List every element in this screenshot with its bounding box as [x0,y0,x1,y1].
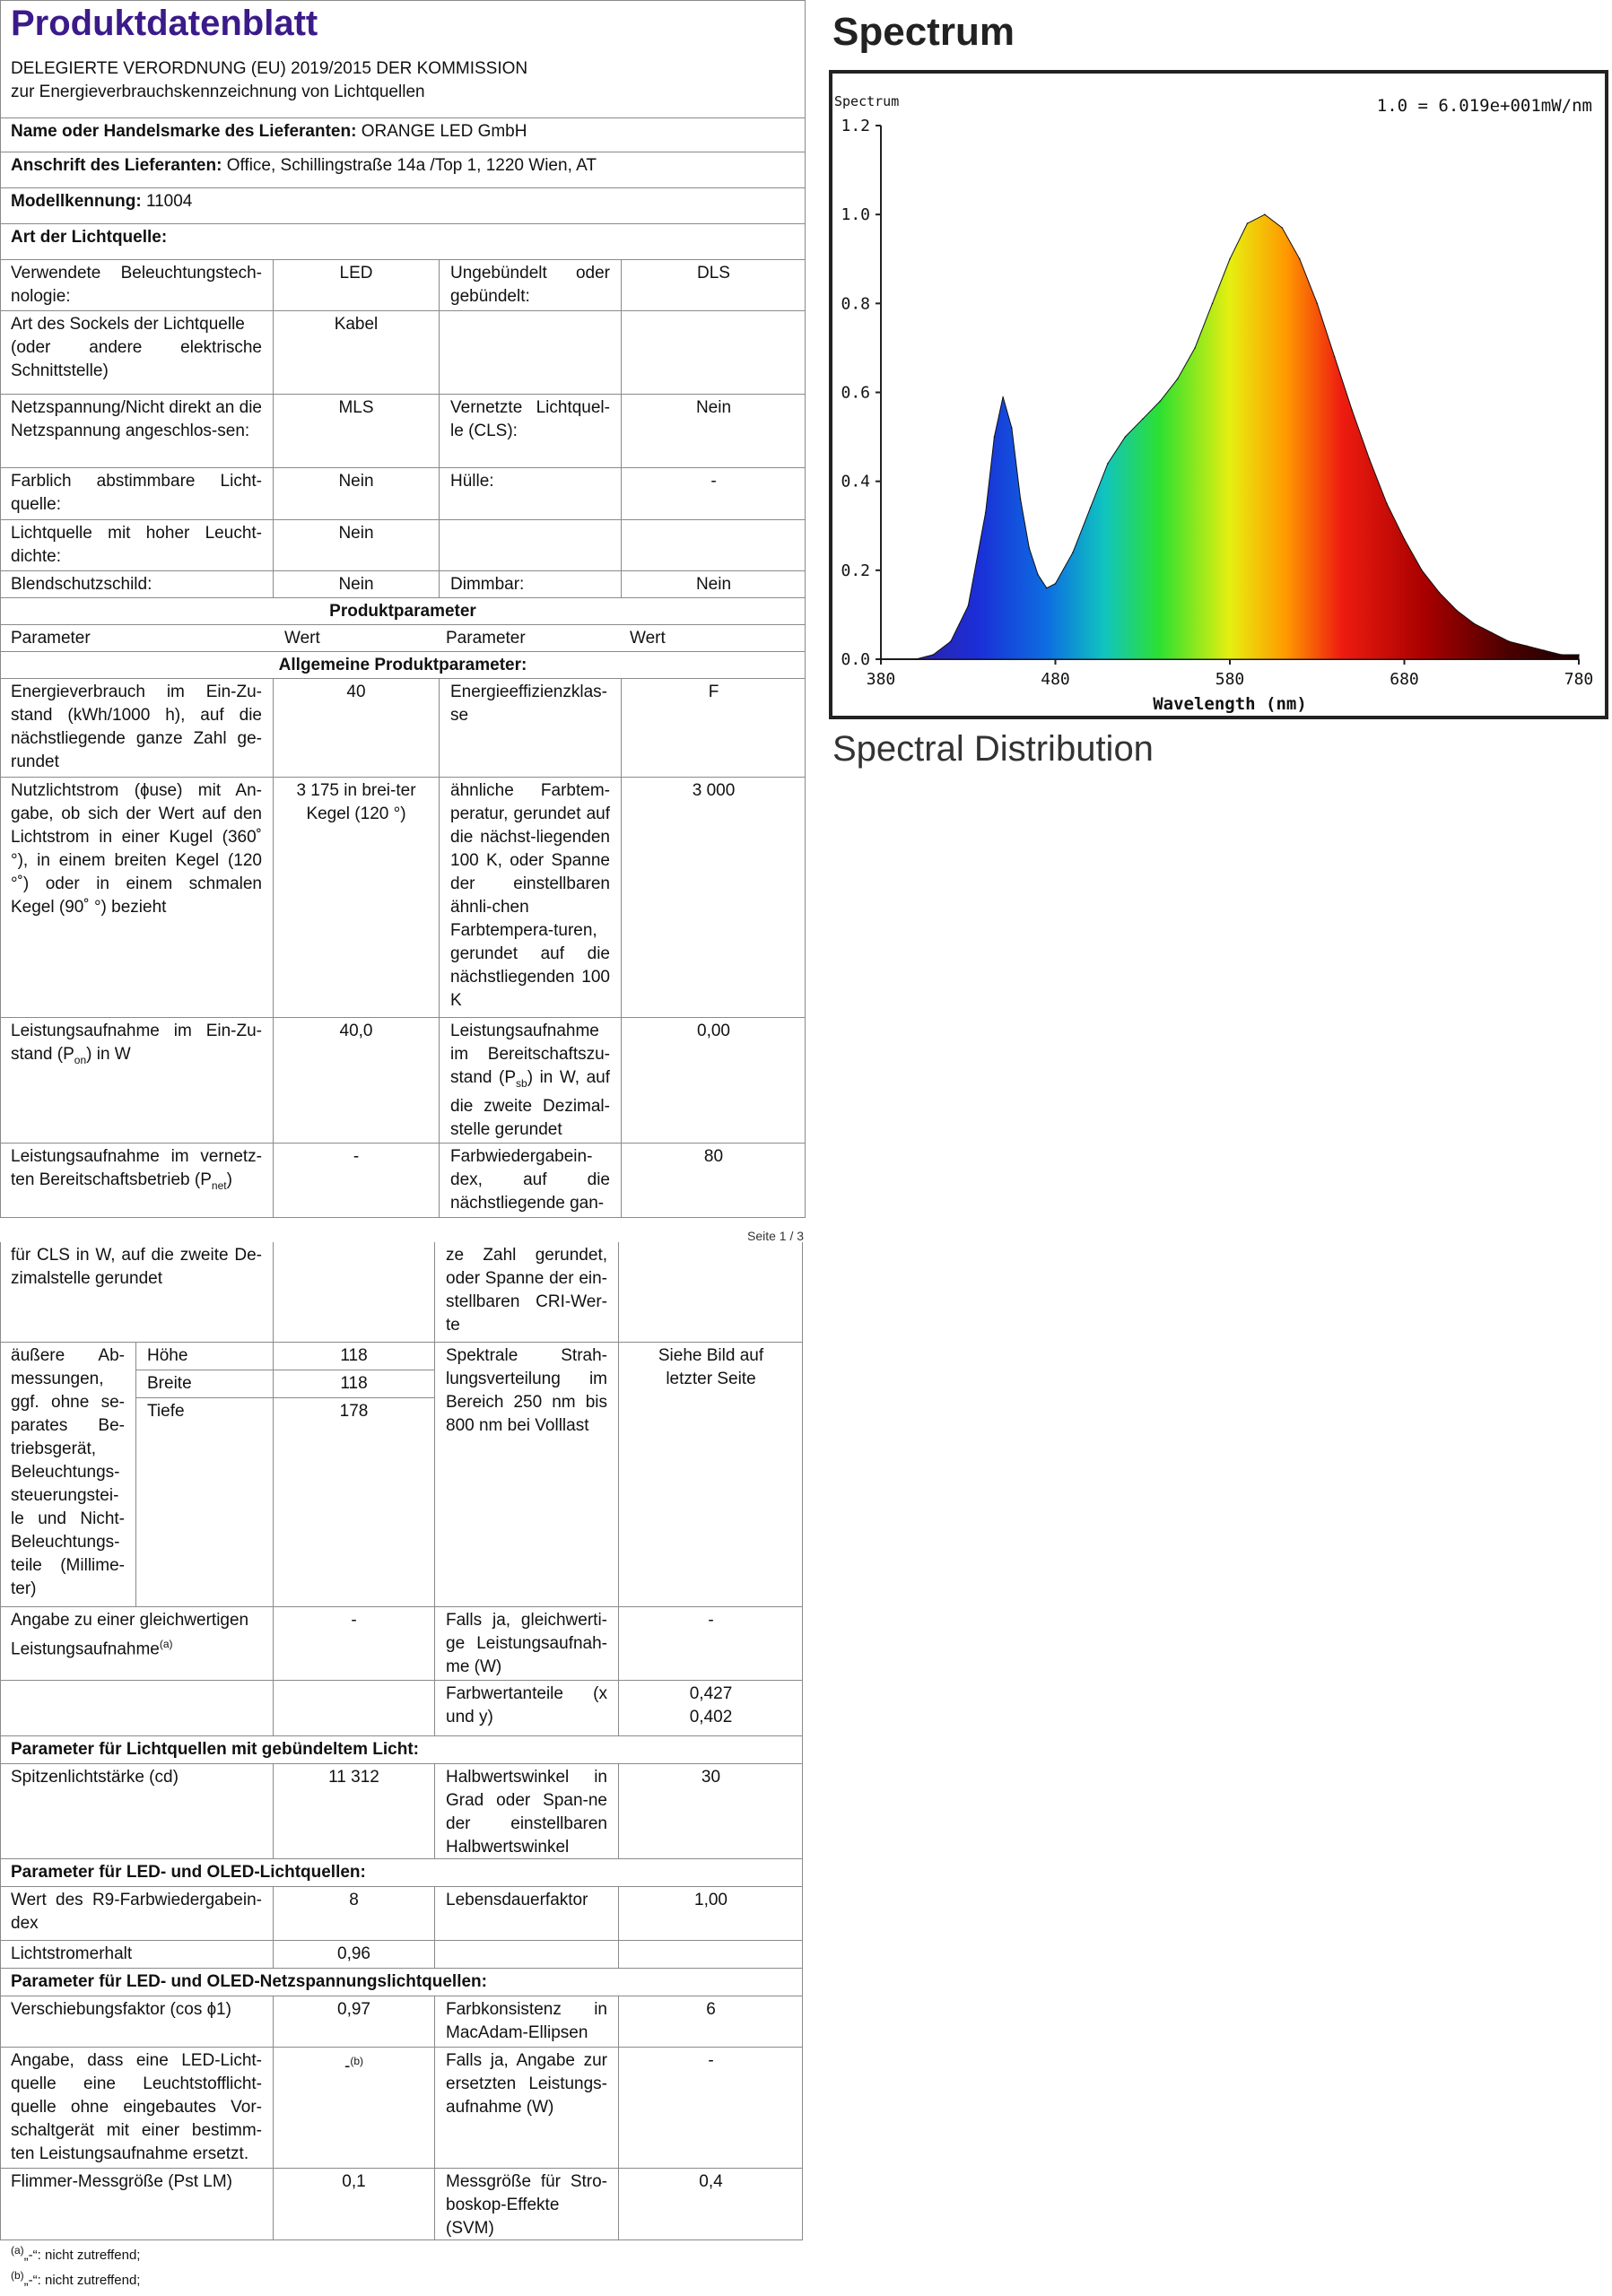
flicker-value: 0,1 [274,2169,435,2240]
type-value-2: Nein [622,395,806,468]
footnote-text: „-“: nicht zutreffend; [23,2273,141,2288]
param-value-1: - [274,1144,440,1218]
spectrum-point [993,436,995,438]
type-param-2: Ungebündelt oder gebündelt: [440,260,622,311]
replacement-label: Angabe, dass eine LED-Licht-quelle eine Leuchtstofflicht-quelle ohne eingebautes Vor-schaltgerät mit einer bestimm-ten Leistungsaufnahme ersetzt. [0,2048,274,2169]
spectrum-point [1089,507,1091,509]
spectrum-point [1438,592,1440,594]
spectrum-chart [825,0,1612,789]
page-title: Produktdatenblatt [11,4,318,43]
produktparameter-heading: Produktparameter [0,598,806,625]
y-tick-label: 0.8 [841,294,870,314]
supplier-address: Office, Schillingstraße 14a /Top 1, 1220 Wien, AT [226,156,597,175]
y-tick-label: 0.6 [841,383,870,403]
r9-index-label-2: Lebensdauerfaktor [435,1887,619,1941]
replacement-if-label: Falls ja, Angabe zur ersetzten Leistungs-aufnahme (W) [435,2048,619,2169]
spectrum-point [967,605,969,607]
equivalent-power-if-label: Falls ja, gleichwerti-ge Leistungsaufnah-me (W) [435,1607,619,1681]
svm-label: Messgröße für Stro-boskop-Effekte (SVM) [435,2169,619,2240]
regulation-text: DELEGIERTE VERORDNUNG (EU) 2019/2015 DER KOMMISSION zur Energieverbrauchskennzeichnung von Lichtquellen [0,56,806,118]
spectrum-point [1229,258,1231,260]
param-label-1: Nutzlichtstrom (ɸuse) mit An-gabe, ob sich der Wert auf den Lichtstrom in einer Kugel (360˚ °), in einem breiten Kegel (120 °˚) oder in einem schmalen Kegel (90˚ °) bezieht [0,778,274,1018]
param-value-1: 40 [274,679,440,778]
spectrum-point [1055,583,1057,585]
spectrum-point [1002,396,1004,397]
col-header-wert-1: Wert [274,625,444,652]
x-tick-label: 780 [1564,670,1594,689]
section-led-heading: Parameter für LED- und OLED-Lichtquellen: [0,1859,803,1887]
spectrum-point [1299,258,1301,260]
type-value-1: MLS [274,395,440,468]
footnote-a-ref: (a) [159,1638,173,1650]
spectrum-point [1561,654,1563,656]
type-value-2: Nein [622,571,806,598]
param-value-1: 40,0 [274,1018,440,1144]
type-value-1: Nein [274,468,440,520]
type-param-2: Dimmbar: [440,571,622,598]
r9-index-label-1: Wert des R9-Farbwiedergabein-dex [0,1887,274,1941]
chart-caption: Spectral Distribution [832,729,1154,769]
section-gebuendelt-heading: Parameter für Lichtquellen mit gebündeltem Licht: [0,1736,803,1764]
type-value-1: Nein [274,520,440,571]
r9-index-value-2: 1,00 [619,1887,803,1941]
spectrum-point [1404,538,1406,540]
svm-value: 0,4 [699,2172,723,2191]
spectrum-point [1072,552,1074,553]
spectrum-point [1028,547,1030,549]
spectrum-point [1011,427,1013,429]
chart-inner-label: Spectrum [834,93,900,109]
type-value-1: LED [274,260,440,311]
param-label-2: Farbwiedergabein-dex, auf die nächstliegende gan- [440,1144,622,1218]
type-param-1: Netzspannung/Nicht direkt an die Netzspannung angeschlos-sen: [0,395,274,468]
equivalent-power-text: Angabe zu einer gleichwertigen Leistungsaufnahme [11,1611,249,1659]
type-param-2 [440,311,622,395]
spectrum-point [1037,574,1039,576]
param-label-2: Leistungsaufnahme im Bereitschaftszu-stand $(P_{sb})$ in W, auf die zweite Dezimal-stelle gerundet [440,1018,622,1144]
y-tick-label: 0.4 [841,472,870,491]
light-type-heading: Art der Lichtquelle: [0,224,806,260]
chromaticity-values [619,1681,803,1736]
dimension-value: 118 [274,1343,435,1370]
spectrum-point [1020,499,1022,500]
y-tick-label: 1.0 [841,205,870,225]
dimensions-label: äußere Ab-messungen, ggf. ohne se-parates Be-triebsgerät, Beleuchtungs-steuerungstei-le und Nicht-Beleuchtungs-teile (Millime-ter) [0,1343,136,1607]
spectrum-point [915,658,917,660]
type-value-2 [622,520,806,571]
type-value-2: DLS [622,260,806,311]
param-label-1: Energieverbrauch im Ein-Zu-stand (kWh/1000 h), auf die nächstliegende ganze Zahl ge-rundet [0,679,274,778]
type-param-1: Lichtquelle mit hoher Leucht-dichte: [0,520,274,571]
equivalent-power-value: - [274,1607,435,1681]
type-param-2: Hülle: [440,468,622,520]
x-axis-label: Wavelength (nm) [1153,694,1307,714]
type-value-1: Nein [274,571,440,598]
col-header-parameter-1: Parameter [0,625,278,652]
power-factor-label-2: Farbkonsistenz in MacAdam-Ellipsen [435,1996,619,2048]
peak-intensity-value-1: 11 312 [274,1764,435,1859]
y-tick-label: 0.0 [841,650,870,669]
spectrum-point [1369,458,1371,460]
spectrum-point [1491,631,1493,633]
replacement-if-value: - [619,2048,803,2169]
dimension-value: 118 [274,1370,435,1398]
spectrum-point [1212,302,1214,304]
peak-intensity-label-2: Halbwertswinkel in Grad oder Span-ne der einstellbaren Halbwertswinkel [435,1764,619,1859]
dimension-name-breite: Breite [136,1370,274,1398]
param-value-2: 80 [703,1147,724,1166]
dimension-filler [136,1426,274,1607]
cont-label-2: ze Zahl gerundet, oder Spanne der ein-stellbaren CRI-Wer-te [435,1242,619,1343]
r9-index-value-1: 8 [274,1887,435,1941]
type-param-1: Verwendete Beleuchtungstech-nologie: [0,260,274,311]
replacement-value [274,2048,435,2169]
page-number: Seite 1 / 3 [747,1229,805,1243]
lumen-maintenance-empty-2 [619,1941,803,1969]
spectrum-point [1142,418,1144,420]
spectrum-point [1246,222,1248,224]
spectrum-point [1334,356,1336,358]
dimension-value: 178 [274,1398,435,1426]
spectrum-svg [825,0,1612,789]
spectrum-point [1421,570,1423,571]
spectrum-point [880,658,882,660]
type-param-2: Vernetzte Lichtquel-le (CLS): [440,395,622,468]
param-label-1: Leistungsaufnahme im Ein-Zu-stand $(P_{on})$ in W [0,1018,274,1144]
x-tick-label: 680 [1390,670,1419,689]
dimension-name-tiefe: Tiefe [136,1398,274,1426]
replacement-value-text: - [344,2057,351,2076]
spectrum-point [1456,609,1458,611]
col-header-parameter-2: Parameter [435,625,623,652]
spectrum-point [1543,649,1545,651]
footnote-mark: (b) [11,2269,24,2282]
supplier-name-row [0,118,806,152]
spectrum-point [1386,502,1388,504]
footnote [11,2244,140,2263]
footnote-b-ref: (b) [350,2055,363,2067]
spectrum-point [932,654,934,656]
chromaticity-label: Farbwertanteile (x und y) [435,1681,619,1736]
cont-value-1 [274,1242,435,1343]
type-param-1: Art des Sockels der Lichtquelle (oder andere elektrische Schnittstelle) [0,311,274,395]
spectrum-point [985,511,987,513]
col-header-wert-2: Wert [619,625,806,652]
spectrum-point [1194,347,1196,349]
chromaticity-y: 0,402 [689,1708,733,1726]
equivalent-power-label [0,1607,274,1681]
chart-scale-note: 1.0 = 6.019e+001mW/nm [1376,96,1592,116]
spectrum-point [1124,436,1126,438]
param-value-2: F [622,679,806,778]
x-tick-label: 580 [1215,670,1245,689]
lumen-maintenance-value: 0,96 [274,1941,435,1969]
allgemeine-heading: Allgemeine Produktparameter: [0,652,806,679]
y-tick-label: 1.2 [841,117,870,135]
spectrum-point [1473,622,1475,624]
type-param-1: Blendschutzschild: [0,571,274,598]
power-factor-value-2: 6 [619,1996,803,2048]
spectrum-point [1046,587,1048,589]
chart-title: Spectrum [832,10,1015,54]
spectrum-point [950,640,952,642]
equivalent-power-if-value: - [619,1607,803,1681]
peak-intensity-label-1: Spitzenlichtstärke (cd) [0,1764,274,1859]
power-factor-value-1: 0,97 [274,1996,435,2048]
param-value-1: 3 175 in brei-ter Kegel (120 °) [274,778,440,1018]
spectrum-point [1351,409,1353,411]
section-mains-heading: Parameter für LED- und OLED-Netzspannungslichtquellen: [0,1969,803,1996]
param-value-2: 3 000 [622,778,806,1018]
spectrum-point [1316,302,1318,304]
spectrum-point [1107,463,1109,465]
cont-label-1: für CLS in W, auf die zweite De-zimalstelle gerundet [0,1242,274,1343]
model-row [0,188,806,224]
supplier-address-label: Anschrift des Lieferanten: [11,156,222,175]
spectrum-point [1526,645,1528,647]
lumen-maintenance-label: Lichtstromerhalt [0,1941,274,1969]
type-value-2 [622,311,806,395]
model-id: 11004 [145,192,193,211]
param-label-1: Leistungsaufnahme im vernetz-ten Bereitschaftsbetrieb $(P_{net})$ [0,1144,274,1218]
spectral-value: Siehe Bild auf letzter Seite [619,1343,803,1607]
dimension-filler-value [274,1426,435,1607]
spectrum-point [1578,654,1580,656]
type-value-1: Kabel [274,311,440,395]
param-label-2: Energieeffizienzklas-se [440,679,622,778]
type-value-2: - [622,468,806,520]
x-tick-label: 480 [1041,670,1070,689]
flicker-label: Flimmer-Messgröße (Pst LM) [0,2169,274,2240]
power-factor-label-1: Verschiebungsfaktor (cos ɸ1) [0,1996,274,2048]
supplier-name-label: Name oder Handelsmarke des Lieferanten: [11,122,357,141]
supplier-name: ORANGE LED GmbH [361,122,527,141]
supplier-address-row [0,152,806,188]
cont-value-2 [619,1242,803,1343]
spectral-label: Spektrale Strah-lungsverteilung im Bereich 250 nm bis 800 nm bei Volllast [435,1343,619,1607]
chroma-empty-1 [0,1681,274,1736]
footnote [11,2269,140,2288]
peak-intensity-value-2: 30 [619,1764,803,1859]
param-value-2: 0,00 [622,1018,806,1144]
spectrum-point [1264,213,1266,215]
spectrum-point [1508,640,1510,642]
type-param-2 [440,520,622,571]
lumen-maintenance-empty-1 [435,1941,619,1969]
footnote-text: „-“: nicht zutreffend; [23,2248,141,2263]
spectrum-point [1281,227,1283,229]
model-label: Modellkennung: [11,192,142,211]
param-label-2: ähnliche Farbtem-peratur, gerundet auf die nächst-liegenden 100 K, oder Spanne der einstellbaren ähnli-chen Farbtempera-turen, gerundet auf die nächstliegenden 100 K [440,778,622,1018]
x-tick-label: 380 [866,670,896,689]
y-tick-label: 0.2 [841,561,870,580]
chroma-empty-2 [274,1681,435,1736]
dimension-name-höhe: Höhe [136,1343,274,1370]
spectrum-point [1177,378,1179,380]
type-param-1: Farblich abstimmbare Licht-quelle: [0,468,274,520]
spectrum-point [1159,400,1161,402]
chromaticity-x: 0,427 [689,1684,733,1703]
footnote-mark: (a) [11,2244,24,2257]
